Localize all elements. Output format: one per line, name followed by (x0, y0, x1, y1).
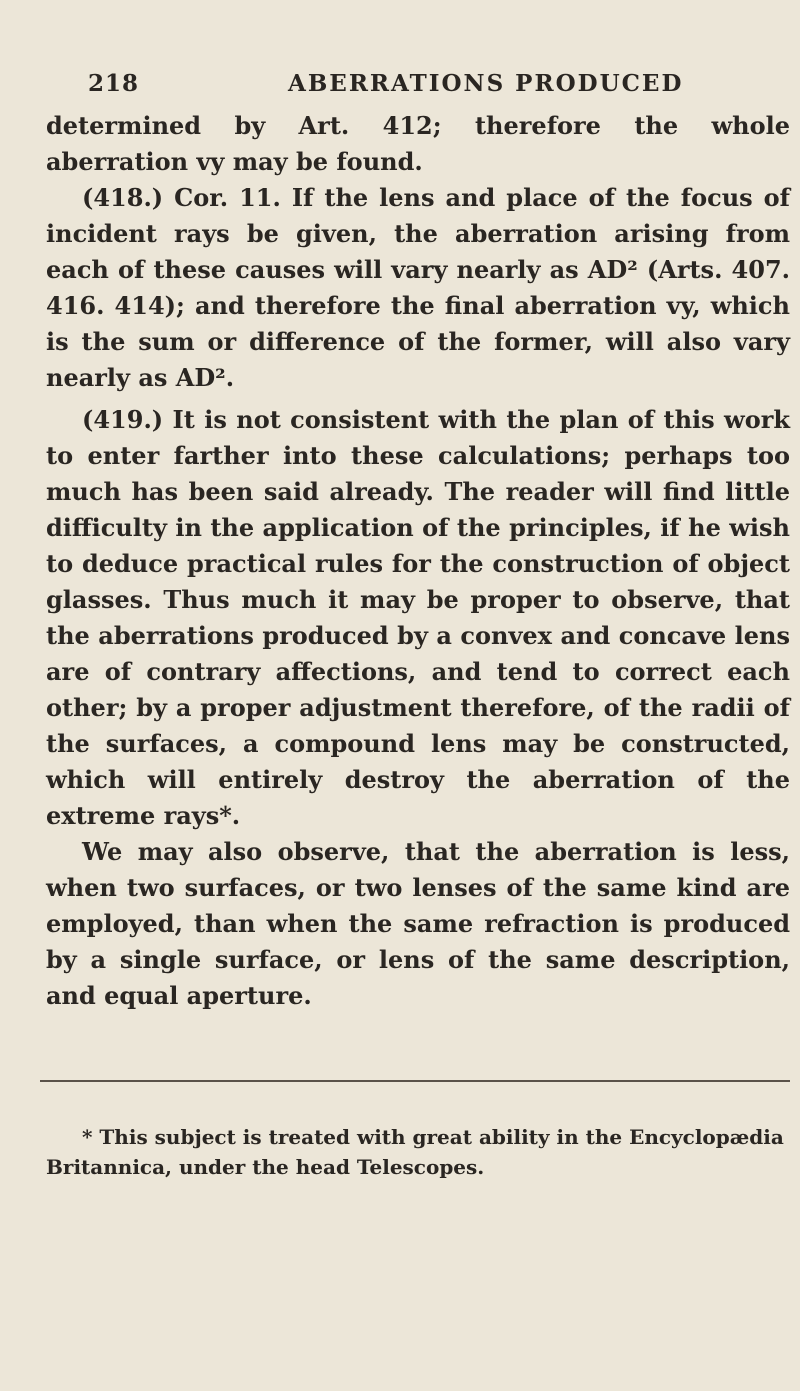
paragraph-419: (419.) It is not consistent with the plan of this work to enter farther into these calculations; perhaps too much has been said already. The reader will find little difficulty in the application of the principles, if he wish to deduce practical rules for the construction of object glasses. Thus much it may be proper to observe, that the aberrations produced by a convex and concave lens are of contrary affections, and tend to correct each other; by a proper adjustment therefore, of the radii of the surfaces, a compound lens may be constructed, which will entirely destroy the aberration of the extreme rays*. (46, 405, 790, 830)
page-number: 218 (88, 70, 140, 97)
running-title: ABERRATIONS PRODUCED (288, 70, 684, 97)
body-text (46, 108, 790, 1014)
paragraph-418: (418.) Cor. 11. If the lens and place of the focus of incident rays be given, the aberration arising from each of these causes will vary nearly as AD² (Arts. 407. 416. 414); and therefore the final aberration vy, which is the sum or difference of the former, will also vary nearly as AD². (46, 183, 790, 392)
footnote: * This subject is treated with great ability in the Encyclopædia Britannica, under the head Telescopes. (46, 1125, 784, 1179)
paragraph-continuation: determined by Art. 412; therefore the whole aberration vy may be found. (46, 111, 790, 176)
footnote-divider (40, 1080, 790, 1082)
paragraph-observation: We may also observe, that the aberration is less, when two surfaces, or two lenses of the same kind are employed, than when the same refraction is produced by a single surface, or lens of the same description, and equal aperture. (46, 837, 790, 1010)
